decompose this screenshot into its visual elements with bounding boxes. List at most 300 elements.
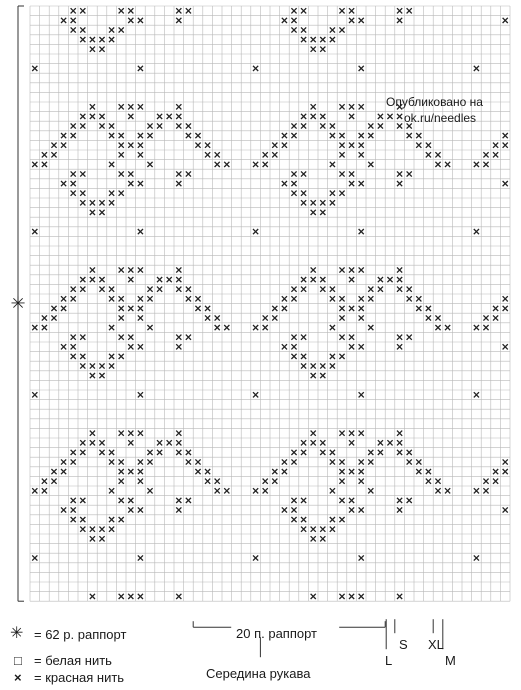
red-stitch-mark <box>407 171 412 176</box>
red-stitch-mark <box>80 191 85 196</box>
red-stitch-mark <box>195 296 200 301</box>
red-stitch-mark <box>330 354 335 359</box>
red-stitch-mark <box>90 37 95 42</box>
red-stitch-mark <box>128 277 133 282</box>
red-stitch-mark <box>272 306 277 311</box>
red-stitch-mark <box>359 104 364 109</box>
red-stitch-mark <box>128 469 133 474</box>
red-stitch-mark <box>339 431 344 436</box>
red-stitch-mark <box>359 507 364 512</box>
red-stitch-mark <box>176 450 181 455</box>
red-stitch-mark <box>138 66 143 71</box>
red-stitch-mark <box>282 344 287 349</box>
red-stitch-mark <box>349 171 354 176</box>
red-stitch-mark <box>186 296 191 301</box>
red-stitch-mark <box>176 18 181 23</box>
red-stitch-mark <box>263 315 268 320</box>
red-stitch-mark <box>253 555 258 560</box>
red-stitch-mark <box>291 335 296 340</box>
red-stitch-mark <box>61 344 66 349</box>
red-stitch-mark <box>397 440 402 445</box>
red-stitch-mark <box>99 210 104 215</box>
red-stitch-mark <box>147 450 152 455</box>
red-stitch-mark <box>474 392 479 397</box>
red-stitch-mark <box>109 200 114 205</box>
red-stitch-mark <box>493 143 498 148</box>
red-stitch-mark <box>119 152 124 157</box>
red-stitch-mark <box>291 133 296 138</box>
red-stitch-mark <box>397 431 402 436</box>
red-stitch-mark <box>407 8 412 13</box>
red-stitch-mark <box>90 267 95 272</box>
red-stitch-mark <box>263 162 268 167</box>
red-stitch-mark <box>330 37 335 42</box>
red-stitch-mark <box>426 469 431 474</box>
red-stitch-mark <box>215 152 220 157</box>
red-stitch-mark <box>397 507 402 512</box>
red-stitch-mark <box>119 479 124 484</box>
red-stitch-mark <box>301 123 306 128</box>
red-stitch-mark <box>493 306 498 311</box>
red-stitch-mark <box>109 527 114 532</box>
red-stitch-mark <box>359 229 364 234</box>
red-stitch-mark <box>368 133 373 138</box>
red-stitch-mark <box>291 498 296 503</box>
red-stitch-mark <box>80 335 85 340</box>
red-stitch-mark <box>282 18 287 23</box>
red-stitch-mark <box>119 459 124 464</box>
red-stitch-mark <box>138 18 143 23</box>
red-stitch-mark <box>80 363 85 368</box>
red-stitch-mark <box>71 344 76 349</box>
red-stitch-mark <box>407 450 412 455</box>
red-stitch-mark <box>330 162 335 167</box>
red-stitch-mark <box>282 296 287 301</box>
red-stitch-mark <box>301 440 306 445</box>
red-stitch-mark <box>119 267 124 272</box>
red-stitch-mark <box>397 123 402 128</box>
red-stitch-mark <box>42 479 47 484</box>
red-stitch-mark <box>80 354 85 359</box>
red-stitch-mark <box>157 114 162 119</box>
red-stitch-mark <box>128 507 133 512</box>
red-stitch-mark <box>186 450 191 455</box>
red-stitch-mark <box>349 440 354 445</box>
red-stitch-mark <box>80 527 85 532</box>
red-stitch-mark <box>349 8 354 13</box>
red-stitch-mark <box>186 459 191 464</box>
red-stitch-mark <box>387 440 392 445</box>
red-stitch-mark <box>205 479 210 484</box>
red-stitch-mark <box>378 277 383 282</box>
red-stitch-mark <box>291 8 296 13</box>
red-stitch-mark <box>301 287 306 292</box>
red-stitch-mark <box>42 152 47 157</box>
red-stitch-mark <box>71 296 76 301</box>
red-stitch-mark <box>90 431 95 436</box>
red-stitch-mark <box>51 306 56 311</box>
red-stitch-mark <box>416 306 421 311</box>
red-stitch-mark <box>224 488 229 493</box>
red-stitch-mark <box>138 181 143 186</box>
red-stitch-mark <box>71 459 76 464</box>
red-stitch-mark <box>339 267 344 272</box>
red-stitch-mark <box>109 133 114 138</box>
red-stitch-mark <box>109 296 114 301</box>
red-stitch-mark <box>349 594 354 599</box>
red-stitch-mark <box>503 143 508 148</box>
size-s-label: S <box>399 637 408 652</box>
red-stitch-mark <box>291 171 296 176</box>
red-stitch-mark <box>311 210 316 215</box>
red-stitch-mark <box>119 104 124 109</box>
red-stitch-mark <box>339 143 344 148</box>
red-stitch-mark <box>176 277 181 282</box>
red-stitch-mark <box>99 440 104 445</box>
red-stitch-mark <box>176 171 181 176</box>
red-stitch-mark <box>359 66 364 71</box>
red-stitch-mark <box>359 479 364 484</box>
red-stitch-mark <box>311 373 316 378</box>
red-stitch-mark <box>368 162 373 167</box>
red-stitch-mark <box>330 191 335 196</box>
red-stitch-mark <box>349 277 354 282</box>
red-stitch-mark <box>42 162 47 167</box>
red-stitch-mark <box>90 114 95 119</box>
red-stitch-mark <box>378 440 383 445</box>
red-stitch-mark <box>330 325 335 330</box>
red-stitch-mark <box>311 114 316 119</box>
red-stitch-mark <box>359 344 364 349</box>
red-stitch-mark <box>349 18 354 23</box>
red-stitch-mark <box>339 594 344 599</box>
red-stitch-mark <box>253 488 258 493</box>
red-stitch-mark <box>272 143 277 148</box>
red-stitch-mark <box>378 123 383 128</box>
red-stitch-mark <box>176 104 181 109</box>
red-stitch-mark <box>330 517 335 522</box>
size-m-label: M <box>445 653 456 668</box>
red-stitch-mark <box>339 517 344 522</box>
red-stitch-mark <box>128 114 133 119</box>
red-stitch-mark <box>474 66 479 71</box>
red-stitch-mark <box>263 152 268 157</box>
red-stitch-mark <box>42 315 47 320</box>
red-stitch-mark <box>80 123 85 128</box>
red-stitch-mark <box>330 459 335 464</box>
red-stitch-mark <box>378 114 383 119</box>
red-stitch-mark <box>61 507 66 512</box>
red-stitch-mark <box>483 315 488 320</box>
red-stitch-mark <box>368 287 373 292</box>
red-stitch-mark <box>301 450 306 455</box>
red-stitch-mark <box>128 181 133 186</box>
red-stitch-mark <box>205 152 210 157</box>
red-stitch-mark <box>359 181 364 186</box>
red-stitch-mark <box>176 114 181 119</box>
red-stitch-mark <box>176 498 181 503</box>
red-stitch-mark <box>301 498 306 503</box>
red-stitch-mark <box>224 325 229 330</box>
red-stitch-mark <box>32 392 37 397</box>
red-stitch-mark <box>109 123 114 128</box>
red-stitch-mark <box>195 143 200 148</box>
red-stitch-mark <box>493 469 498 474</box>
red-stitch-mark <box>71 191 76 196</box>
red-stitch-mark <box>109 162 114 167</box>
red-stitch-mark <box>368 325 373 330</box>
red-stitch-mark <box>80 517 85 522</box>
red-stitch-mark <box>119 143 124 148</box>
red-stitch-mark <box>138 267 143 272</box>
red-stitch-mark <box>359 469 364 474</box>
red-stitch-mark <box>291 18 296 23</box>
red-stitch-mark <box>291 507 296 512</box>
red-stitch-mark <box>311 47 316 52</box>
red-stitch-mark <box>320 287 325 292</box>
red-stitch-mark <box>397 267 402 272</box>
red-stitch-mark <box>493 315 498 320</box>
red-stitch-mark <box>253 162 258 167</box>
red-stitch-mark <box>349 104 354 109</box>
red-stitch-mark <box>263 488 268 493</box>
red-stitch-mark <box>157 440 162 445</box>
red-stitch-mark <box>109 37 114 42</box>
red-stitch-mark <box>483 152 488 157</box>
red-stitch-mark <box>186 498 191 503</box>
red-stitch-mark <box>397 498 402 503</box>
red-stitch-mark <box>128 18 133 23</box>
red-stitch-mark <box>61 143 66 148</box>
red-stitch-mark <box>215 479 220 484</box>
red-stitch-mark <box>359 459 364 464</box>
red-stitch-mark <box>128 104 133 109</box>
red-stitch-mark <box>291 181 296 186</box>
red-stitch-mark <box>61 459 66 464</box>
red-stitch-mark <box>339 498 344 503</box>
red-stitch-mark <box>282 133 287 138</box>
red-stitch-mark <box>109 459 114 464</box>
red-stitch-mark <box>349 498 354 503</box>
red-stitch-mark <box>186 8 191 13</box>
red-stitch-mark <box>311 277 316 282</box>
red-stitch-mark <box>301 517 306 522</box>
red-stitch-mark <box>32 66 37 71</box>
red-stitch-mark <box>311 267 316 272</box>
red-stitch-mark <box>301 114 306 119</box>
red-stitch-mark <box>90 210 95 215</box>
legend-repeat-text: = 62 р. раппорт <box>34 627 127 642</box>
red-stitch-mark <box>195 459 200 464</box>
red-stitch-mark <box>291 459 296 464</box>
red-stitch-mark <box>503 344 508 349</box>
sleeve-middle-label: Середина рукава <box>206 666 311 681</box>
red-stitch-mark <box>176 431 181 436</box>
red-stitch-mark <box>359 594 364 599</box>
red-stitch-mark <box>99 200 104 205</box>
red-stitch-mark <box>195 306 200 311</box>
red-stitch-mark <box>359 133 364 138</box>
red-stitch-mark <box>445 488 450 493</box>
red-stitch-mark <box>397 335 402 340</box>
red-stitch-mark <box>330 488 335 493</box>
red-stitch-mark <box>99 363 104 368</box>
red-stitch-mark <box>51 152 56 157</box>
red-stitch-mark <box>397 287 402 292</box>
red-stitch-mark <box>397 114 402 119</box>
red-stitch-mark <box>32 162 37 167</box>
red-stitch-mark <box>301 191 306 196</box>
watermark-line-2: ok.ru/needles <box>404 111 477 125</box>
red-stitch-mark <box>138 104 143 109</box>
red-stitch-mark <box>128 171 133 176</box>
red-stitch-mark <box>167 114 172 119</box>
red-stitch-mark <box>147 459 152 464</box>
red-stitch-mark <box>339 133 344 138</box>
red-stitch-mark <box>109 363 114 368</box>
red-stitch-mark <box>359 431 364 436</box>
red-stitch-mark <box>474 229 479 234</box>
red-stitch-mark <box>205 143 210 148</box>
red-stitch-mark <box>80 498 85 503</box>
red-stitch-mark <box>426 306 431 311</box>
red-stitch-mark <box>330 287 335 292</box>
watermark-line-1: Опубликовано на <box>386 95 483 109</box>
red-stitch-mark <box>349 143 354 148</box>
red-stitch-mark <box>320 47 325 52</box>
red-stitch-mark <box>435 488 440 493</box>
red-stitch-mark <box>349 306 354 311</box>
red-stitch-mark <box>407 287 412 292</box>
red-stitch-mark <box>138 306 143 311</box>
red-stitch-mark <box>224 162 229 167</box>
red-stitch-mark <box>387 114 392 119</box>
red-stitch-mark <box>282 181 287 186</box>
red-stitch-mark <box>339 306 344 311</box>
red-stitch-mark <box>128 335 133 340</box>
red-stitch-mark <box>301 200 306 205</box>
red-stitch-mark <box>339 479 344 484</box>
red-stitch-mark <box>483 479 488 484</box>
red-stitch-mark <box>119 469 124 474</box>
red-stitch-mark <box>147 325 152 330</box>
red-stitch-mark <box>109 27 114 32</box>
red-stitch-mark <box>119 133 124 138</box>
red-stitch-mark <box>80 37 85 42</box>
red-stitch-mark <box>61 133 66 138</box>
red-stitch-mark <box>291 296 296 301</box>
red-stitch-mark <box>119 171 124 176</box>
red-stitch-mark <box>359 18 364 23</box>
red-stitch-mark <box>416 133 421 138</box>
red-stitch-mark <box>80 200 85 205</box>
red-stitch-mark <box>330 123 335 128</box>
red-stitch-mark <box>71 498 76 503</box>
red-stitch-mark <box>474 325 479 330</box>
red-stitch-mark <box>311 527 316 532</box>
red-stitch-mark <box>339 104 344 109</box>
red-stitch-mark <box>119 594 124 599</box>
red-stitch-mark <box>503 133 508 138</box>
red-stitch-mark <box>359 392 364 397</box>
red-stitch-mark <box>215 325 220 330</box>
red-stitch-mark <box>483 325 488 330</box>
red-stitch-mark <box>99 287 104 292</box>
red-stitch-mark <box>90 200 95 205</box>
red-stitch-mark <box>416 296 421 301</box>
red-stitch-mark <box>138 469 143 474</box>
red-stitch-mark <box>215 488 220 493</box>
red-stitch-mark <box>320 363 325 368</box>
red-stitch-mark <box>359 296 364 301</box>
red-stitch-mark <box>119 354 124 359</box>
red-stitch-mark <box>503 469 508 474</box>
red-stitch-mark <box>339 191 344 196</box>
red-stitch-mark <box>397 450 402 455</box>
legend-white-text: = белая нить <box>34 653 112 668</box>
red-stitch-mark <box>301 335 306 340</box>
red-stitch-mark <box>205 469 210 474</box>
red-stitch-mark <box>138 594 143 599</box>
red-stitch-mark <box>32 325 37 330</box>
red-stitch-mark <box>503 296 508 301</box>
red-stitch-mark <box>320 440 325 445</box>
red-stitch-mark <box>90 104 95 109</box>
red-stitch-mark <box>349 181 354 186</box>
red-stitch-mark <box>301 37 306 42</box>
red-stitch-mark <box>138 392 143 397</box>
red-stitch-mark <box>99 123 104 128</box>
red-stitch-mark <box>503 306 508 311</box>
red-stitch-mark <box>99 47 104 52</box>
red-stitch-mark <box>128 498 133 503</box>
red-stitch-mark <box>205 306 210 311</box>
red-stitch-mark <box>61 18 66 23</box>
red-stitch-mark <box>397 171 402 176</box>
red-stitch-mark <box>128 440 133 445</box>
red-stitch-mark <box>416 143 421 148</box>
red-stitch-mark <box>128 8 133 13</box>
red-stitch-mark <box>80 440 85 445</box>
red-stitch-mark <box>291 344 296 349</box>
red-stitch-mark <box>51 469 56 474</box>
red-stitch-mark <box>138 315 143 320</box>
red-stitch-mark <box>176 335 181 340</box>
red-stitch-mark <box>349 344 354 349</box>
red-stitch-mark <box>80 171 85 176</box>
red-stitch-mark <box>339 354 344 359</box>
red-stitch-mark <box>359 143 364 148</box>
red-stitch-mark <box>339 171 344 176</box>
red-stitch-mark <box>205 315 210 320</box>
red-stitch-mark <box>320 527 325 532</box>
red-stitch-mark <box>71 8 76 13</box>
red-stitch-mark <box>138 507 143 512</box>
legend-red-text: = красная нить <box>34 670 125 685</box>
red-stitch-mark <box>349 469 354 474</box>
red-stitch-mark <box>109 287 114 292</box>
red-stitch-mark <box>157 277 162 282</box>
red-stitch-mark <box>138 459 143 464</box>
red-stitch-mark <box>282 306 287 311</box>
red-stitch-mark <box>109 488 114 493</box>
red-stitch-mark <box>119 335 124 340</box>
red-stitch-mark <box>320 450 325 455</box>
red-stitch-mark <box>80 450 85 455</box>
red-stitch-mark <box>51 143 56 148</box>
red-stitch-mark <box>330 200 335 205</box>
red-stitch-mark <box>291 191 296 196</box>
